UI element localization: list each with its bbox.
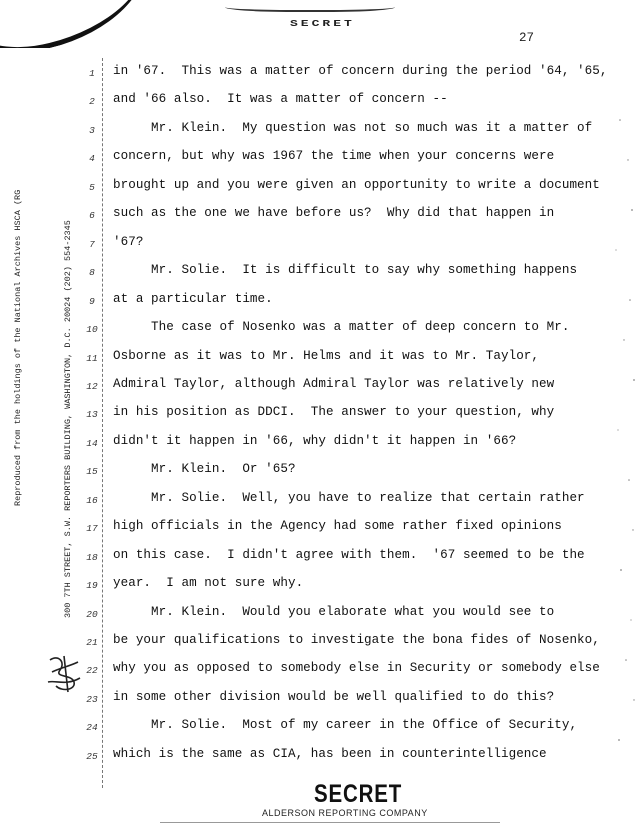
left-margin-rule <box>102 58 103 788</box>
transcript-line: didn't it happen in '66, why didn't it happen in '66? <box>113 434 517 448</box>
line-number: 6 <box>89 210 95 221</box>
transcript-line: Mr. Solie. Well, you have to realize that certain rather <box>113 491 585 505</box>
transcript-line: in his position as DDCI. The answer to your question, why <box>113 405 555 419</box>
line-number: 10 <box>86 324 98 335</box>
transcript-line: high officials in the Agency had some rather fixed opinions <box>113 519 562 533</box>
footer-rule <box>160 822 500 823</box>
reporting-company-name: ALDERSON REPORTING COMPANY <box>262 808 428 818</box>
transcript-line: Mr. Klein. Or '65? <box>113 462 296 476</box>
line-number: 16 <box>86 495 98 506</box>
transcript-line: The case of Nosenko was a matter of deep concern to Mr. <box>113 320 570 334</box>
line-number: 1 <box>89 68 95 79</box>
transcript-line: and '66 also. It was a matter of concern -- <box>113 92 448 106</box>
transcript-line: at a particular time. <box>113 292 273 306</box>
line-number: 17 <box>86 523 98 534</box>
reporter-address: 300 7TH STREET, S.W. REPORTERS BUILDING, WASHINGTON, D.C. 20024 (202) 554-2345 <box>63 220 73 618</box>
line-number: 11 <box>86 353 98 364</box>
transcript-line: Mr. Klein. My question was not so much was it a matter of <box>113 121 593 135</box>
reproduction-note: Reproduced from the holdings of the National Archives HSCA (RG <box>13 189 23 506</box>
transcript-line: concern, but why was 1967 the time when your concerns were <box>113 149 555 163</box>
footer-classification-stamp: SECRET <box>314 780 403 808</box>
header-classification-mark: SECRET <box>290 18 355 29</box>
line-number: 19 <box>86 580 98 591</box>
line-number: 21 <box>86 637 98 648</box>
transcript-line: '67? <box>113 235 144 249</box>
line-number: 13 <box>86 409 98 420</box>
transcript-line: year. I am not sure why. <box>113 576 304 590</box>
transcript-line: brought up and you were given an opportunity to write a document <box>113 178 600 192</box>
line-number: 3 <box>89 125 95 136</box>
scan-blot-top-left <box>0 0 140 48</box>
transcript-line: on this case. I didn't agree with them. '67 seemed to be the <box>113 548 585 562</box>
line-number: 7 <box>89 239 95 250</box>
transcript-line: be your qualifications to investigate the bona fides of Nosenko, <box>113 633 600 647</box>
line-number: 20 <box>86 609 98 620</box>
scan-speckle-right-edge <box>590 100 636 780</box>
line-number: 2 <box>89 96 95 107</box>
transcript-line: Admiral Taylor, although Admiral Taylor was relatively new <box>113 377 555 391</box>
transcript-line: why you as opposed to somebody else in Security or somebody else <box>113 661 600 675</box>
line-number: 23 <box>86 694 98 705</box>
transcript-line: Mr. Solie. Most of my career in the Office of Security, <box>113 718 578 732</box>
scan-smudge-top <box>225 0 395 12</box>
line-number: 4 <box>89 153 95 164</box>
line-number: 18 <box>86 552 98 563</box>
line-number: 25 <box>86 751 98 762</box>
line-number: 9 <box>89 296 95 307</box>
transcript-line: Osborne as it was to Mr. Helms and it was to Mr. Taylor, <box>113 349 540 363</box>
line-number: 12 <box>86 381 98 392</box>
transcript-line: in '67. This was a matter of concern during the period '64, '65, <box>113 64 608 78</box>
transcript-line: Mr. Solie. It is difficult to say why something happens <box>113 263 578 277</box>
line-number: 14 <box>86 438 98 449</box>
page-number: 27 <box>519 31 535 45</box>
handwritten-initials-stamp <box>44 652 84 696</box>
transcript-line: such as the one we have before us? Why did that happen in <box>113 206 555 220</box>
line-number: 24 <box>86 722 98 733</box>
line-number: 15 <box>86 466 98 477</box>
line-number: 22 <box>86 665 98 676</box>
transcript-line: Mr. Klein. Would you elaborate what you would see to <box>113 605 555 619</box>
transcript-line: which is the same as CIA, has been in counterintelligence <box>113 747 547 761</box>
line-number: 8 <box>89 267 95 278</box>
line-number: 5 <box>89 182 95 193</box>
transcript-line: in some other division would be well qualified to do this? <box>113 690 555 704</box>
